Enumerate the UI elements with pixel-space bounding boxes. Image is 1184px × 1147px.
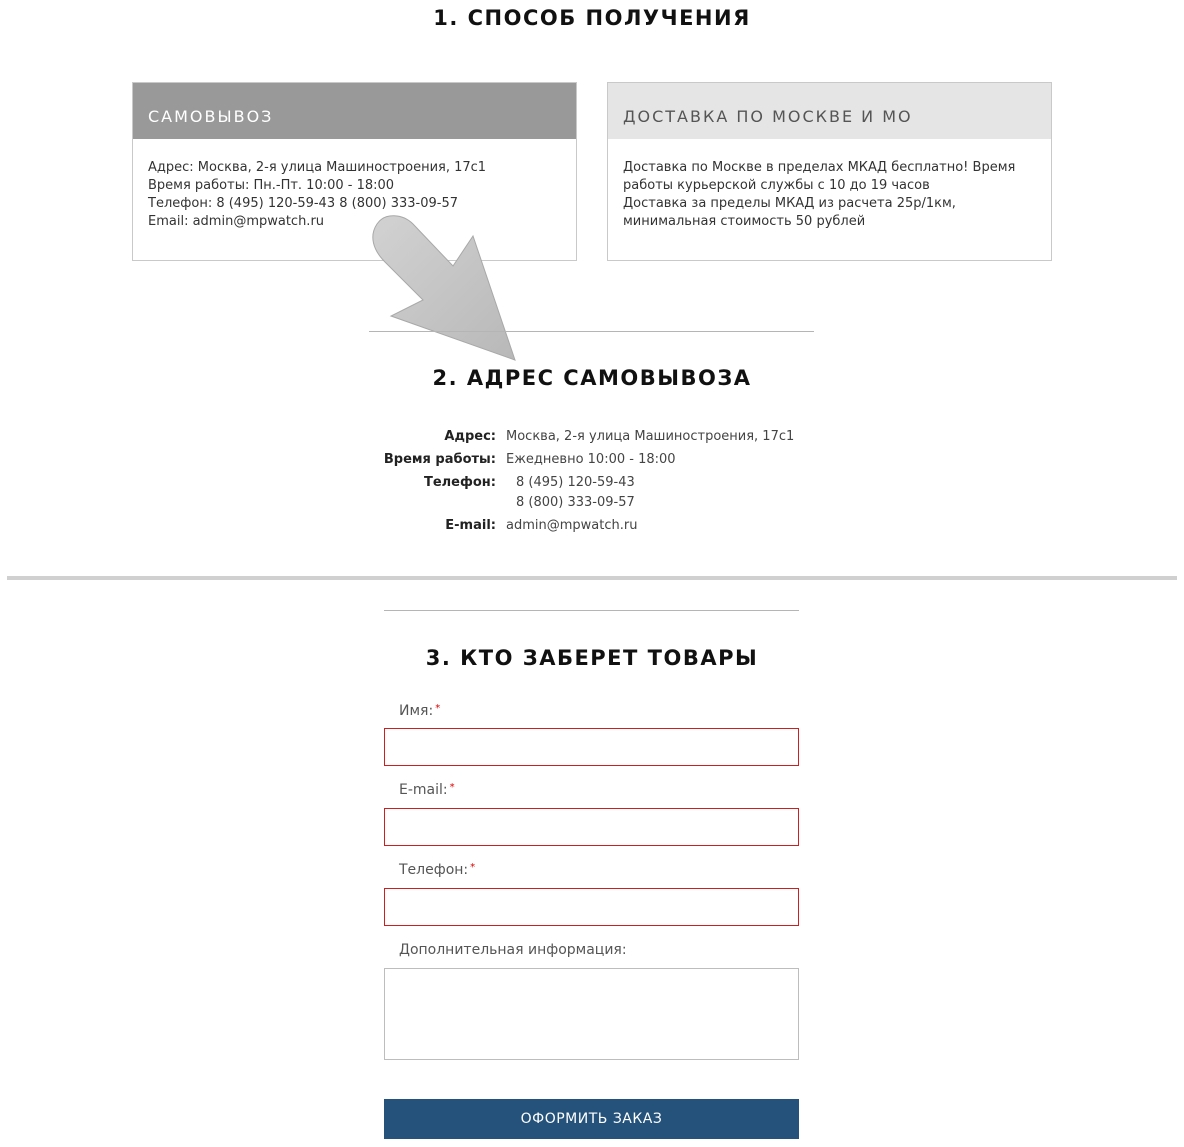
phone-value-1: 8 (495) 120-59-43 <box>516 475 635 490</box>
info-field-label: Дополнительная информация: <box>399 942 627 958</box>
option-card-pickup-title: САМОВЫВОЗ <box>133 83 576 139</box>
email-label-text: E-mail: <box>399 782 448 798</box>
option-card-delivery-title: ДОСТАВКА ПО МОСКВЕ И МО <box>608 83 1051 139</box>
address-value: Москва, 2-я улица Машиностроения, 17с1 <box>506 429 795 444</box>
section-divider <box>7 576 1177 580</box>
email-value: admin@mpwatch.ru <box>506 518 638 533</box>
required-mark: * <box>435 703 441 714</box>
divider <box>369 331 814 332</box>
name-field-label <box>399 703 440 719</box>
section-title-pickup-address: 2. АДРЕС САМОВЫВОЗА <box>432 366 752 390</box>
divider <box>384 610 799 611</box>
pickup-address-line: Адрес: Москва, 2-я улица Машиностроения, 17с1 <box>148 160 487 175</box>
required-mark: * <box>470 862 476 873</box>
hours-value: Ежедневно 10:00 - 18:00 <box>506 452 676 467</box>
email-field-label <box>399 782 455 798</box>
option-card-delivery-body <box>608 139 1051 231</box>
pickup-hours-line: Время работы: Пн.-Пт. 10:00 - 18:00 <box>148 178 395 193</box>
phone-label-text: Телефон: <box>399 862 469 878</box>
name-label-text: Имя: <box>399 703 434 719</box>
delivery-moscow-line: Доставка по Москве в пределах МКАД бесплатно! Время работы курьерской службы с 10 до 19 часов <box>623 160 1016 193</box>
additional-info-textarea[interactable] <box>384 968 799 1060</box>
phone-input[interactable] <box>384 888 799 926</box>
hours-label: Время работы: <box>383 452 496 467</box>
name-input[interactable] <box>384 728 799 766</box>
phone-field-label <box>399 862 475 878</box>
section-title-delivery-method: 1. СПОСОБ ПОЛУЧЕНИЯ <box>433 6 751 30</box>
pickup-email-line: Email: admin@mpwatch.ru <box>148 214 325 229</box>
option-card-delivery[interactable] <box>607 82 1052 261</box>
phone-label: Телефон: <box>423 475 496 490</box>
pointer-arrow-icon <box>355 200 535 370</box>
pickup-phone-line: Телефон: 8 (495) 120-59-43 8 (800) 333-09-57 <box>148 196 459 211</box>
delivery-outside-line: Доставка за пределы МКАД из расчета 25р/1км, минимальная стоимость 50 рублей <box>623 196 956 229</box>
email-input[interactable] <box>384 808 799 846</box>
section-title-recipient: 3. КТО ЗАБЕРЕТ ТОВАРЫ <box>425 646 759 670</box>
email-label: E-mail: <box>445 518 496 533</box>
submit-order-button[interactable]: ОФОРМИТЬ ЗАКАЗ <box>384 1099 799 1139</box>
address-label: Адрес: <box>444 429 496 444</box>
required-mark: * <box>449 782 455 793</box>
phone-value-2: 8 (800) 333-09-57 <box>516 495 635 510</box>
